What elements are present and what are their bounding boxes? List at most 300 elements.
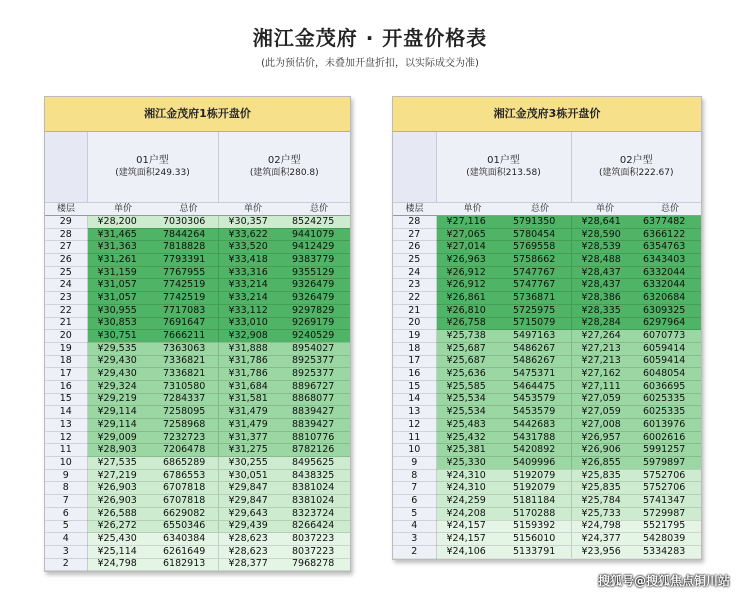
total-price-cell: 6320684 [639, 292, 701, 305]
table-row [393, 266, 701, 279]
unit-price-cell: ¥26,810 [436, 304, 509, 317]
table-row [45, 545, 350, 558]
unit-price-cell: ¥31,261 [87, 254, 159, 267]
unit-price-cell: ¥29,430 [87, 368, 159, 381]
unit-price-cell: ¥24,157 [436, 520, 509, 533]
unit-price-cell: ¥33,316 [218, 266, 288, 279]
floor-cell: 12 [393, 419, 436, 432]
total-price-cell: 8839427 [288, 419, 350, 432]
total-price-cell: 6013976 [639, 419, 701, 432]
floor-cell: 4 [393, 520, 436, 533]
table-row [45, 444, 350, 457]
total-price-cell: 6182913 [159, 558, 218, 571]
total-price-cell: 5780454 [509, 228, 571, 241]
floor-cell: 19 [393, 330, 436, 343]
unit-price-cell: ¥26,855 [571, 457, 639, 470]
unit-price-cell: ¥25,585 [436, 380, 509, 393]
unit-price-cell: ¥25,733 [571, 507, 639, 520]
total-price-cell: 8839427 [288, 406, 350, 419]
total-price-cell: 6377482 [639, 216, 701, 229]
total-price-cell: 8925377 [288, 355, 350, 368]
table-row [393, 444, 701, 457]
floor-cell: 11 [393, 431, 436, 444]
unit-price-cell: ¥25,534 [436, 393, 509, 406]
total-price-cell: 7336821 [159, 355, 218, 368]
floor-cell: 27 [393, 228, 436, 241]
floor-cell: 25 [393, 254, 436, 267]
unit-price-cell: ¥27,162 [571, 368, 639, 381]
total-price-cell: 6550346 [159, 520, 218, 533]
page-subtitle: (此为预估价，未叠加开盘折扣，以实际成交为准) [261, 58, 479, 69]
table-row [45, 266, 350, 279]
total-price-cell: 5741347 [639, 495, 701, 508]
floor-cell: 2 [393, 545, 436, 558]
unit-price-cell: ¥29,219 [87, 393, 159, 406]
unit-price-cell: ¥31,786 [218, 368, 288, 381]
floor-cell: 5 [45, 520, 87, 533]
total-price-cell: 5192079 [509, 469, 571, 482]
total-price-cell: 8925377 [288, 368, 350, 381]
table-row [45, 495, 350, 508]
type-b-name: 02户型 [267, 155, 301, 166]
table-row [393, 279, 701, 292]
total-price-cell: 5170288 [509, 507, 571, 520]
unit-price-cell: ¥26,758 [436, 317, 509, 330]
unit-price-cell: ¥25,835 [571, 482, 639, 495]
total-price-cell: 7030306 [159, 216, 218, 229]
total-price-cell: 5486267 [509, 355, 571, 368]
unit-price-cell: ¥29,535 [87, 342, 159, 355]
total-price-cell: 5747767 [509, 279, 571, 292]
floor-cell: 5 [393, 507, 436, 520]
total-price-cell: 8037223 [288, 533, 350, 546]
type-a-name: 01户型 [487, 155, 520, 166]
table-row [393, 533, 701, 546]
total-price-cell: 9412429 [288, 241, 350, 254]
floor-cell: 7 [45, 495, 87, 508]
floor-cell: 4 [45, 533, 87, 546]
unit-price-cell: ¥25,432 [436, 431, 509, 444]
total-price-cell: 7258095 [159, 406, 218, 419]
table-row [45, 419, 350, 432]
total-price-cell: 5486267 [509, 342, 571, 355]
unit-price-cell: ¥29,009 [87, 431, 159, 444]
floor-cell: 14 [45, 406, 87, 419]
unit-price-cell: ¥27,213 [571, 342, 639, 355]
unit-price-cell: ¥30,255 [218, 457, 288, 470]
table-row [45, 254, 350, 267]
table-row [393, 469, 701, 482]
total-price-cell: 6261649 [159, 545, 218, 558]
floor-cell: 23 [45, 292, 87, 305]
unit-price-cell: ¥31,581 [218, 393, 288, 406]
unit-price-cell: ¥28,488 [571, 254, 639, 267]
unit-price-cell: ¥26,903 [87, 495, 159, 508]
table-row [45, 431, 350, 444]
building1-title: 湘江金茂府1栋开盘价 [45, 97, 350, 132]
unit-price-cell: ¥31,786 [218, 355, 288, 368]
unit-price-cell: ¥26,903 [87, 482, 159, 495]
table-row [393, 317, 701, 330]
total-price-cell: 9326479 [288, 279, 350, 292]
floor-cell: 25 [45, 266, 87, 279]
unit-price-cell: ¥24,798 [87, 558, 159, 571]
total-price-cell: 8266424 [288, 520, 350, 533]
unit-price-cell: ¥24,259 [436, 495, 509, 508]
floor-cell: 15 [393, 380, 436, 393]
table-row [393, 545, 701, 558]
table-row [45, 342, 350, 355]
unit-price-cell: ¥25,534 [436, 406, 509, 419]
floor-cell: 16 [393, 368, 436, 381]
total-price-cell: 7363063 [159, 342, 218, 355]
total-price-cell: 7742519 [159, 279, 218, 292]
total-price-cell: 7742519 [159, 292, 218, 305]
total-price-cell: 6059414 [639, 342, 701, 355]
building3-price-table [393, 97, 701, 559]
total-price-cell: 9355129 [288, 266, 350, 279]
unit-price-cell: ¥27,065 [436, 228, 509, 241]
total-price-cell: 7968278 [288, 558, 350, 571]
floor-cell: 26 [393, 241, 436, 254]
total-price-cell: 6070773 [639, 330, 701, 343]
total-price-cell: 5420892 [509, 444, 571, 457]
total-price-cell: 7691647 [159, 317, 218, 330]
unit-price-cell: ¥27,008 [571, 419, 639, 432]
unit-price-cell: ¥30,357 [218, 216, 288, 229]
unit-price-cell: ¥27,059 [571, 393, 639, 406]
total-price-cell: 9240529 [288, 330, 350, 343]
total-price-cell: 6025335 [639, 406, 701, 419]
total-price-cell: 8782126 [288, 444, 350, 457]
total-price-cell: 9326479 [288, 292, 350, 305]
unit-price-cell: ¥25,381 [436, 444, 509, 457]
total-price-cell: 8810776 [288, 431, 350, 444]
unit-price-cell: ¥29,114 [87, 419, 159, 432]
total-price-cell: 5181184 [509, 495, 571, 508]
floor-cell: 26 [45, 254, 87, 267]
unit-price-cell: ¥26,588 [87, 507, 159, 520]
total-price-cell: 6786553 [159, 469, 218, 482]
unit-price-cell: ¥25,114 [87, 545, 159, 558]
floor-header-blank [393, 132, 436, 203]
table-row [45, 279, 350, 292]
total-price-cell: 7767955 [159, 266, 218, 279]
total-price-cell: 6332044 [639, 279, 701, 292]
table-row [393, 406, 701, 419]
unit-price-cell: ¥24,208 [436, 507, 509, 520]
page-title: 湘江金茂府 · 开盘价格表 [252, 26, 488, 50]
total-price-cell: 8896727 [288, 380, 350, 393]
total-price-cell: 5791350 [509, 216, 571, 229]
table-row [393, 457, 701, 470]
total-price-cell: 7844264 [159, 228, 218, 241]
table-row [45, 469, 350, 482]
table-row [45, 533, 350, 546]
total-price-cell: 5758662 [509, 254, 571, 267]
unit-price-cell: ¥24,377 [571, 533, 639, 546]
building1-price-table [45, 97, 350, 571]
unit-price-cell: ¥27,116 [436, 216, 509, 229]
unit-price-cell: ¥31,159 [87, 266, 159, 279]
unit-price-cell: ¥28,903 [87, 444, 159, 457]
table-row [393, 495, 701, 508]
unit-price-cell: ¥28,539 [571, 241, 639, 254]
building3-type-b [571, 132, 701, 203]
total-price-cell: 7206478 [159, 444, 218, 457]
unit-price-cell: ¥28,641 [571, 216, 639, 229]
floor-header: 楼层 [393, 203, 436, 216]
table-row [45, 368, 350, 381]
unit-price-cell: ¥31,057 [87, 292, 159, 305]
total-price-cell: 5729987 [639, 507, 701, 520]
total-price-cell: 8868077 [288, 393, 350, 406]
total-header: 总价 [509, 203, 571, 216]
type-a-area: (建筑面积249.33) [115, 168, 190, 178]
unit-price-cell: ¥28,590 [571, 228, 639, 241]
total-price-cell: 9383779 [288, 254, 350, 267]
unit-price-cell: ¥24,106 [436, 545, 509, 558]
floor-cell: 6 [393, 495, 436, 508]
unit-price-cell: ¥25,738 [436, 330, 509, 343]
total-price-cell: 8524275 [288, 216, 350, 229]
floor-cell: 15 [45, 393, 87, 406]
floor-cell: 20 [45, 330, 87, 343]
total-price-cell: 7232723 [159, 431, 218, 444]
floor-cell: 7 [393, 482, 436, 495]
building1-type-a [87, 132, 218, 203]
type-b-name: 02户型 [619, 155, 653, 166]
total-price-cell: 6309325 [639, 304, 701, 317]
total-price-cell: 6629082 [159, 507, 218, 520]
total-price-cell: 8495625 [288, 457, 350, 470]
unit-price-cell: ¥31,479 [218, 406, 288, 419]
total-price-cell: 5725975 [509, 304, 571, 317]
unit-price-cell: ¥33,418 [218, 254, 288, 267]
total-header: 总价 [288, 203, 350, 216]
unit-price-cell: ¥25,835 [571, 469, 639, 482]
unit-price-cell: ¥32,908 [218, 330, 288, 343]
unit-price-cell: ¥29,439 [218, 520, 288, 533]
total-price-cell: 6048054 [639, 368, 701, 381]
unit-price-cell: ¥31,057 [87, 279, 159, 292]
table-row [45, 558, 350, 571]
total-price-cell: 5442683 [509, 419, 571, 432]
total-header: 总价 [639, 203, 701, 216]
unit-price-cell: ¥31,684 [218, 380, 288, 393]
total-price-cell: 6354763 [639, 241, 701, 254]
floor-cell: 20 [393, 317, 436, 330]
table-row [45, 355, 350, 368]
floor-cell: 28 [393, 216, 436, 229]
floor-cell: 2 [45, 558, 87, 571]
unit-price-cell: ¥27,014 [436, 241, 509, 254]
table-row [393, 330, 701, 343]
total-price-cell: 5497163 [509, 330, 571, 343]
unit-price-cell: ¥24,157 [436, 533, 509, 546]
building3-rows [393, 216, 701, 559]
table-row [45, 393, 350, 406]
total-price-cell: 9297829 [288, 304, 350, 317]
floor-cell: 21 [393, 304, 436, 317]
unit-price-cell: ¥29,847 [218, 495, 288, 508]
total-price-cell: 8037223 [288, 545, 350, 558]
table-row [393, 419, 701, 432]
type-b-area: (建筑面积280.8) [249, 168, 319, 178]
building1-price-sheet [44, 96, 351, 572]
total-price-cell: 5769558 [509, 241, 571, 254]
unit-price-cell: ¥28,200 [87, 216, 159, 229]
floor-cell: 19 [45, 342, 87, 355]
unit-price-cell: ¥25,636 [436, 368, 509, 381]
floor-cell: 10 [393, 444, 436, 457]
unit-price-cell: ¥26,963 [436, 254, 509, 267]
floor-cell: 17 [45, 368, 87, 381]
floor-cell: 28 [45, 228, 87, 241]
unit-price-cell: ¥26,912 [436, 279, 509, 292]
floor-header: 楼层 [45, 203, 87, 216]
unit-price-cell: ¥25,330 [436, 457, 509, 470]
unit-price-cell: ¥31,479 [218, 419, 288, 432]
unit-price-cell: ¥33,622 [218, 228, 288, 241]
table-row [45, 330, 350, 343]
unit-price-cell: ¥33,214 [218, 279, 288, 292]
unit-price-cell: ¥31,275 [218, 444, 288, 457]
total-price-cell: 6366122 [639, 228, 701, 241]
unit-price-cell: ¥31,465 [87, 228, 159, 241]
building1-rows [45, 216, 350, 571]
floor-cell: 17 [393, 355, 436, 368]
table-row [393, 431, 701, 444]
floor-cell: 29 [45, 216, 87, 229]
table-row [393, 520, 701, 533]
floor-cell: 23 [393, 279, 436, 292]
unit-price-cell: ¥27,111 [571, 380, 639, 393]
floor-cell: 12 [45, 431, 87, 444]
unit-price-cell: ¥28,386 [571, 292, 639, 305]
table-row [45, 482, 350, 495]
floor-cell: 6 [45, 507, 87, 520]
table-row [393, 216, 701, 229]
total-price-cell: 5464475 [509, 380, 571, 393]
unit-price-cell: ¥30,051 [218, 469, 288, 482]
unit-price-cell: ¥28,437 [571, 266, 639, 279]
total-price-cell: 5453579 [509, 406, 571, 419]
total-price-cell: 9269179 [288, 317, 350, 330]
unit-price-cell: ¥25,430 [87, 533, 159, 546]
unit-price-cell: ¥24,798 [571, 520, 639, 533]
total-price-cell: 5475371 [509, 368, 571, 381]
total-price-cell: 5156010 [509, 533, 571, 546]
unit-price-cell: ¥31,363 [87, 241, 159, 254]
total-price-cell: 8381024 [288, 495, 350, 508]
watermark-text: 搜狐号@搜狐焦点铜川站 [597, 574, 730, 588]
unit-price-cell: ¥24,310 [436, 482, 509, 495]
building3-price-sheet [392, 96, 702, 560]
table-row [393, 228, 701, 241]
floor-cell: 24 [45, 279, 87, 292]
unit-price-cell: ¥30,955 [87, 304, 159, 317]
total-price-cell: 6343403 [639, 254, 701, 267]
unit-price-cell: ¥29,114 [87, 406, 159, 419]
unit-price-cell: ¥27,059 [571, 406, 639, 419]
table-row [45, 406, 350, 419]
table-row [393, 292, 701, 305]
total-price-cell: 5431788 [509, 431, 571, 444]
unit-price-cell: ¥25,784 [571, 495, 639, 508]
table-row [45, 241, 350, 254]
unit-price-cell: ¥27,213 [571, 355, 639, 368]
price-header: 单价 [571, 203, 639, 216]
unit-price-cell: ¥28,623 [218, 545, 288, 558]
building3-title: 湘江金茂府3栋开盘价 [393, 97, 701, 132]
floor-cell: 8 [45, 482, 87, 495]
total-price-cell: 5979897 [639, 457, 701, 470]
floor-cell: 16 [45, 380, 87, 393]
total-price-cell: 6025335 [639, 393, 701, 406]
total-price-cell: 5159392 [509, 520, 571, 533]
unit-price-cell: ¥29,430 [87, 355, 159, 368]
table-row [393, 342, 701, 355]
table-row [393, 507, 701, 520]
building3-type-a [436, 132, 571, 203]
total-price-cell: 7258968 [159, 419, 218, 432]
floor-cell: 18 [393, 342, 436, 355]
unit-price-cell: ¥26,906 [571, 444, 639, 457]
price-header: 单价 [87, 203, 159, 216]
total-price-cell: 5736871 [509, 292, 571, 305]
total-price-cell: 5409996 [509, 457, 571, 470]
total-price-cell: 7793391 [159, 254, 218, 267]
floor-cell: 21 [45, 317, 87, 330]
unit-price-cell: ¥33,010 [218, 317, 288, 330]
table-row [393, 241, 701, 254]
total-price-cell: 5752706 [639, 482, 701, 495]
unit-price-cell: ¥33,214 [218, 292, 288, 305]
price-header: 单价 [218, 203, 288, 216]
table-row [45, 292, 350, 305]
floor-cell: 13 [45, 419, 87, 432]
total-price-cell: 5133791 [509, 545, 571, 558]
total-price-cell: 7310580 [159, 380, 218, 393]
unit-price-cell: ¥29,324 [87, 380, 159, 393]
floor-cell: 9 [393, 457, 436, 470]
floor-cell: 9 [45, 469, 87, 482]
table-row [45, 304, 350, 317]
total-price-cell: 6332044 [639, 266, 701, 279]
total-price-cell: 6297964 [639, 317, 701, 330]
table-row [393, 254, 701, 267]
floor-cell: 24 [393, 266, 436, 279]
total-price-cell: 6002616 [639, 431, 701, 444]
total-price-cell: 5453579 [509, 393, 571, 406]
unit-price-cell: ¥27,264 [571, 330, 639, 343]
unit-price-cell: ¥25,687 [436, 355, 509, 368]
total-price-cell: 5334283 [639, 545, 701, 558]
unit-price-cell: ¥27,219 [87, 469, 159, 482]
type-a-name: 01户型 [136, 155, 169, 166]
table-row [393, 368, 701, 381]
unit-price-cell: ¥30,853 [87, 317, 159, 330]
type-b-area: (建筑面积222.67) [599, 168, 674, 178]
total-price-cell: 7284337 [159, 393, 218, 406]
unit-price-cell: ¥29,643 [218, 507, 288, 520]
floor-cell: 10 [45, 457, 87, 470]
floor-cell: 3 [393, 533, 436, 546]
unit-price-cell: ¥28,437 [571, 279, 639, 292]
unit-price-cell: ¥26,272 [87, 520, 159, 533]
total-price-cell: 6036695 [639, 380, 701, 393]
